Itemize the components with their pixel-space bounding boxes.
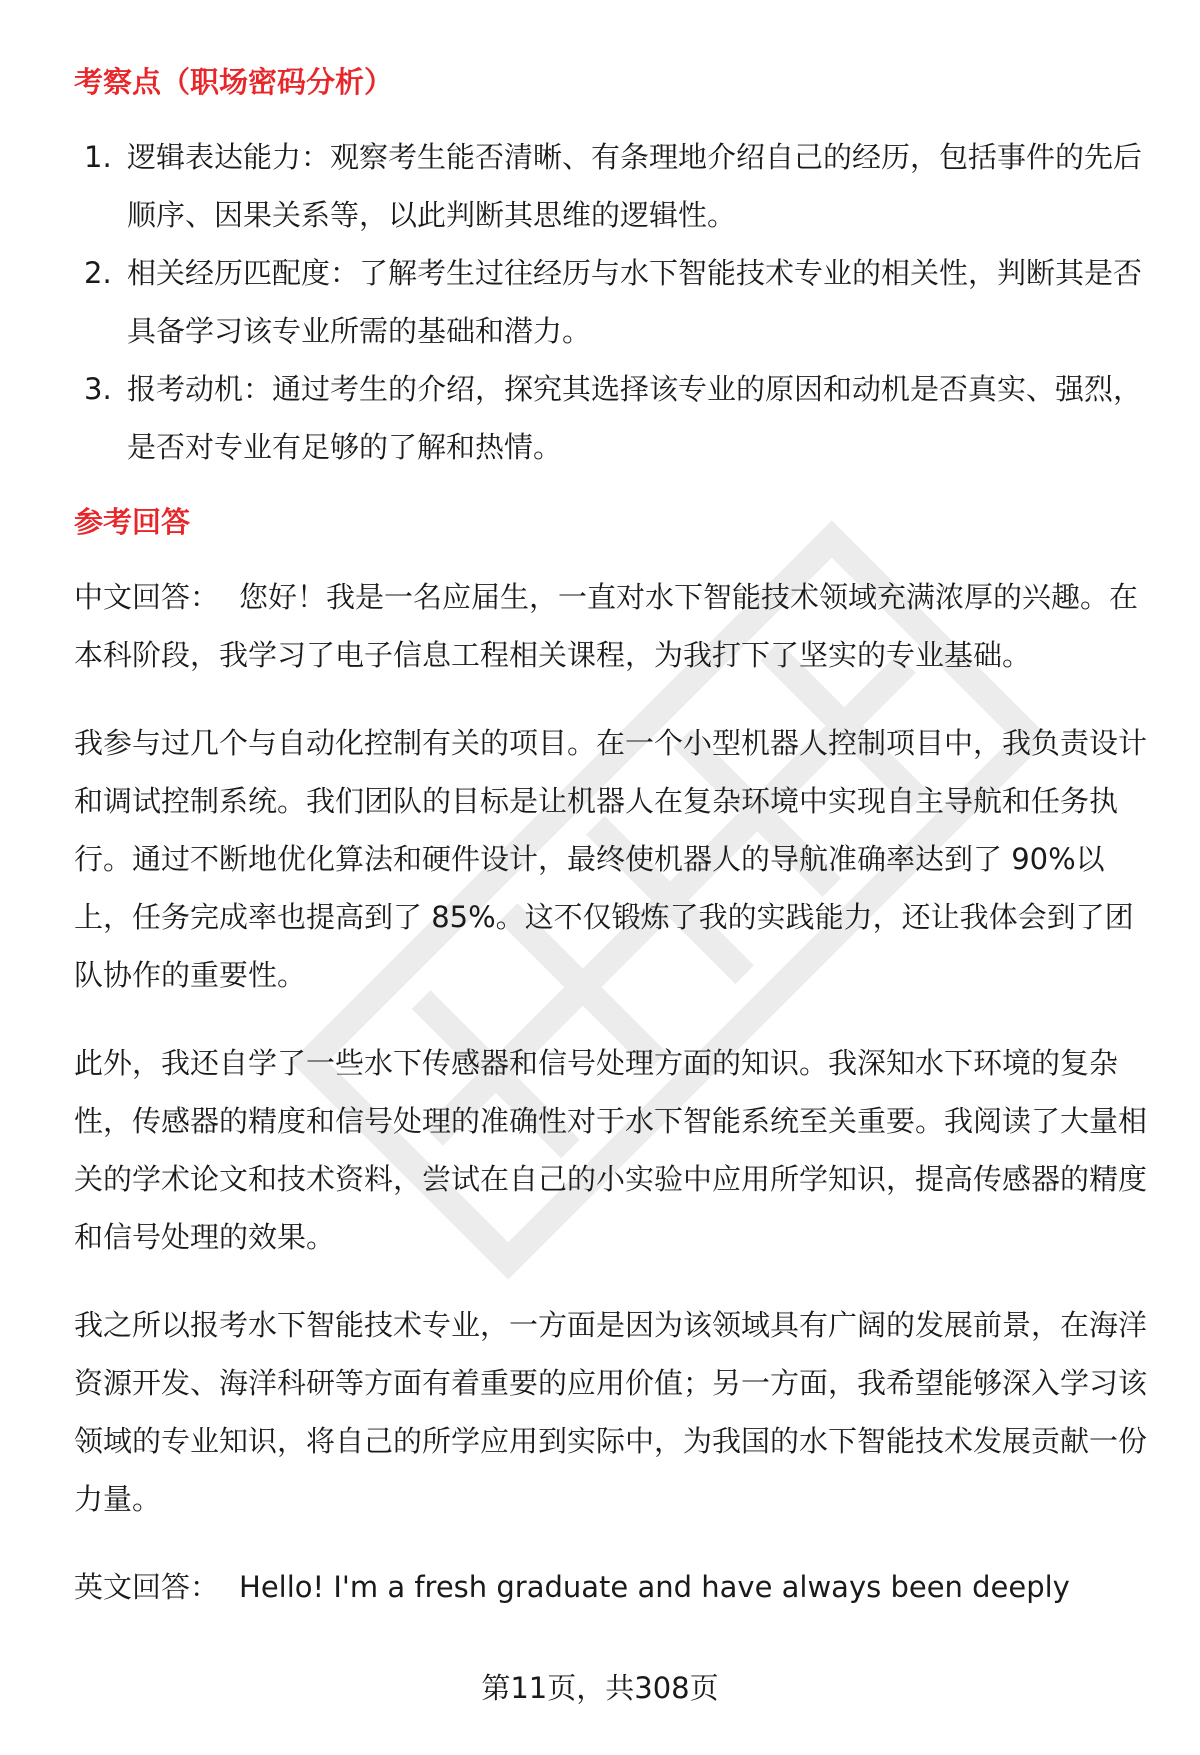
list-number: 2.	[84, 256, 112, 290]
exam-points-list	[74, 128, 1160, 476]
main-content	[74, 56, 1160, 1616]
chinese-answer-paragraph	[74, 714, 1160, 1004]
exam-points-heading: 考察点（职场密码分析）	[74, 65, 394, 99]
paragraph-text: 您好！我是一名应届生，一直对水下智能技术领域充满浓厚的兴趣。在本科阶段，我学习了电子信息工程相关课程，为我打下了坚实的专业基础。	[74, 580, 1139, 672]
reference-answer-heading: 参考回答	[74, 505, 191, 539]
english-answer-tag: 英文回答：	[74, 1570, 220, 1604]
paragraph-text: 我之所以报考水下智能技术专业，一方面是因为该领域具有广阔的发展前景，在海洋资源开发、海洋科研等方面有着重要的应用价值；另一方面，我希望能够深入学习该领域的专业知识，将自己的所学应用到实际中，为我国的水下智能技术发展贡献一份力量。	[74, 1308, 1148, 1516]
exam-point-item	[74, 244, 1160, 360]
exam-point-text: 逻辑表达能力：观察考生能否清晰、有条理地介绍自己的经历，包括事件的先后顺序、因果关系等，以此判断其思维的逻辑性。	[127, 140, 1143, 232]
chinese-answer-paragraph	[74, 1034, 1160, 1266]
page-number-footer: 第11页，共308页	[481, 1671, 719, 1705]
paragraph-text: 此外，我还自学了一些水下传感器和信号处理方面的知识。我深知水下环境的复杂性，传感器的精度和信号处理的准确性对于水下智能系统至关重要。我阅读了大量相关的学术论文和技术资料，尝试在自己的小实验中应用所学知识，提高传感器的精度和信号处理的效果。	[74, 1046, 1148, 1254]
english-answer-paragraph	[74, 1558, 1160, 1616]
paragraph-text: 我参与过几个与自动化控制有关的项目。在一个小型机器人控制项目中，我负责设计和调试控制系统。我们团队的目标是让机器人在复杂环境中实现自主导航和任务执行。通过不断地优化算法和硬件设计，最终使机器人的导航准确率达到了 90%以上，任务完成率也提高到了 85%。这不仅锻炼了我的实践能力，还让我体会到了团队协作的重要性。	[74, 726, 1148, 992]
exam-point-text: 相关经历匹配度：了解考生过往经历与水下智能技术专业的相关性，判断其是否具备学习该专业所需的基础和潜力。	[127, 256, 1143, 348]
paragraph-text: Hello! I'm a fresh graduate and have always been deeply	[239, 1570, 1070, 1604]
chinese-answer-tag: 中文回答：	[74, 580, 220, 614]
list-number: 3.	[84, 372, 112, 406]
exam-point-text: 报考动机：通过考生的介绍，探究其选择该专业的原因和动机是否真实、强烈，是否对专业有足够的了解和热情。	[127, 372, 1143, 464]
list-number: 1.	[84, 140, 112, 174]
chinese-answer-paragraph	[74, 568, 1160, 684]
exam-point-item	[74, 360, 1160, 476]
exam-point-item	[74, 128, 1160, 244]
chinese-answer-paragraph	[74, 1296, 1160, 1528]
